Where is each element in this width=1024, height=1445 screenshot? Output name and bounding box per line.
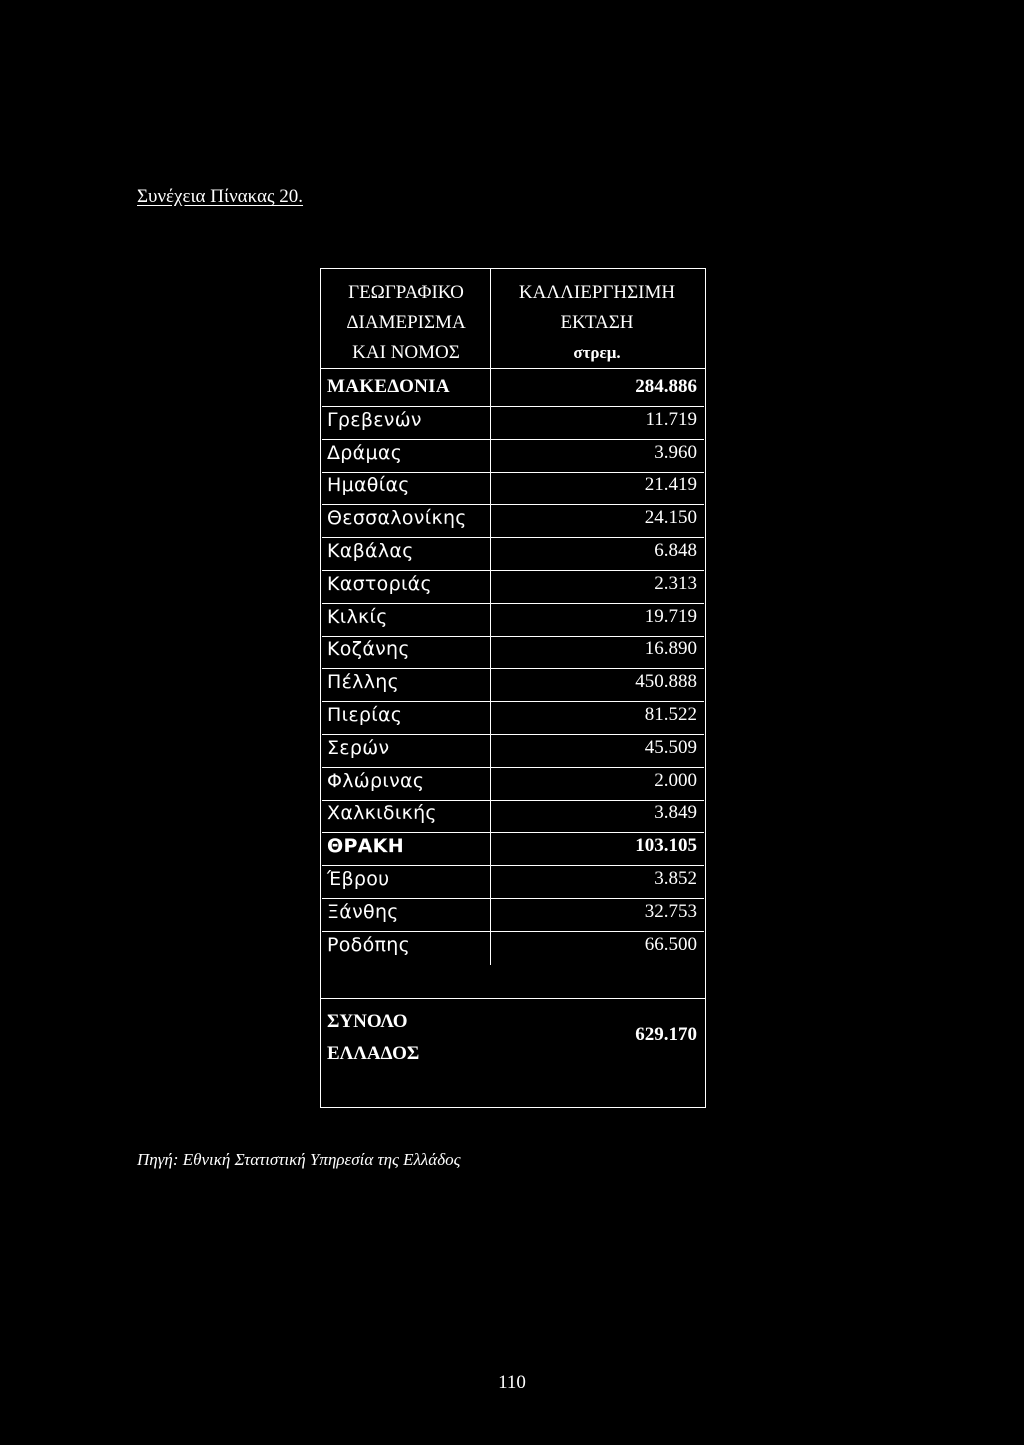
column-header-area [492,278,702,368]
row-name: ΜΑΚΕΔΟΝΙΑ [327,376,450,397]
row-name: Φλώρινας [327,769,425,792]
total-label-line: ΕΛΛΑΔΟΣ [327,1043,420,1064]
row-divider [322,439,704,440]
row-divider [322,504,704,505]
row-divider [322,701,704,702]
total-label [327,1006,419,1070]
row-value: 16.890 [644,638,697,660]
row-name: Γρεβενών [327,408,422,431]
row-value: 19.719 [644,605,697,627]
header-underline [320,368,706,369]
row-name: Καβάλας [327,540,414,562]
row-value: 103.105 [635,835,697,857]
page-number: 110 [498,1372,526,1393]
header-line: ΓΕΩΓΡΑΦΙΚΟ [348,282,464,303]
row-name: Ημαθίας [327,474,410,497]
header-line: ΔΙΑΜΕΡΙΣΜΑ [346,312,466,333]
row-name: Σερών [327,736,390,759]
row-divider [322,668,704,669]
source-note: Πηγή: Εθνική Στατιστική Υπηρεσία της Ελλάδος [137,1150,461,1169]
row-divider [322,472,704,473]
row-divider [322,537,704,538]
header-line: ΕΚΤΑΣΗ [560,312,634,333]
row-divider [322,898,704,899]
row-divider [322,406,704,407]
header-line: ΚΑΙ ΝΟΜΟΣ [352,342,460,363]
row-value: 66.500 [644,933,697,955]
row-name: Ροδόπης [327,933,411,956]
row-value: 450.888 [635,671,697,693]
row-value: 2.313 [654,572,697,594]
row-divider [322,832,704,833]
row-value: 284.886 [635,376,697,397]
row-divider [322,865,704,866]
total-value: 629.170 [635,1024,697,1045]
row-name: Πιερίας [327,704,403,726]
header-unit: στρεμ. [573,343,621,362]
row-name: ΘΡΑΚΗ [327,835,404,858]
row-value: 24.150 [644,507,697,529]
row-name: Καστοριάς [327,572,432,595]
row-value: 21.419 [644,474,697,496]
row-divider [322,734,704,735]
row-name: Ξάνθης [327,900,399,923]
column-divider [490,268,491,965]
row-name: Έβρου [327,868,390,890]
row-value: 3.849 [654,802,697,824]
row-value: 2.000 [654,769,697,791]
row-divider [322,767,704,768]
row-value: 3.960 [654,441,697,463]
row-value: 81.522 [644,704,697,725]
total-label-line: ΣΥΝΟΛΟ [327,1011,408,1032]
row-name: Δράμας [327,441,403,464]
header-line: ΚΑΛΛΙΕΡΓΗΣΙΜΗ [518,282,676,303]
row-divider [322,800,704,801]
row-value: 3.852 [654,868,697,889]
row-value: 32.753 [644,900,697,922]
row-divider [322,570,704,571]
row-divider [322,603,704,604]
row-name: Θεσσαλονίκης [327,507,467,530]
row-value: 11.719 [645,408,697,430]
row-name: Κοζάνης [327,638,410,661]
column-header-region [322,278,490,368]
row-value: 45.509 [644,736,697,758]
table-caption: Συνέχεια Πίνακας 20. [137,186,304,207]
row-divider [322,636,704,637]
row-name: Πέλλης [327,671,400,694]
total-separator [320,998,706,999]
row-name: Κιλκίς [327,605,388,628]
row-value: 6.848 [654,540,697,561]
row-name: Χαλκιδικής [327,802,437,825]
row-divider [322,931,704,932]
